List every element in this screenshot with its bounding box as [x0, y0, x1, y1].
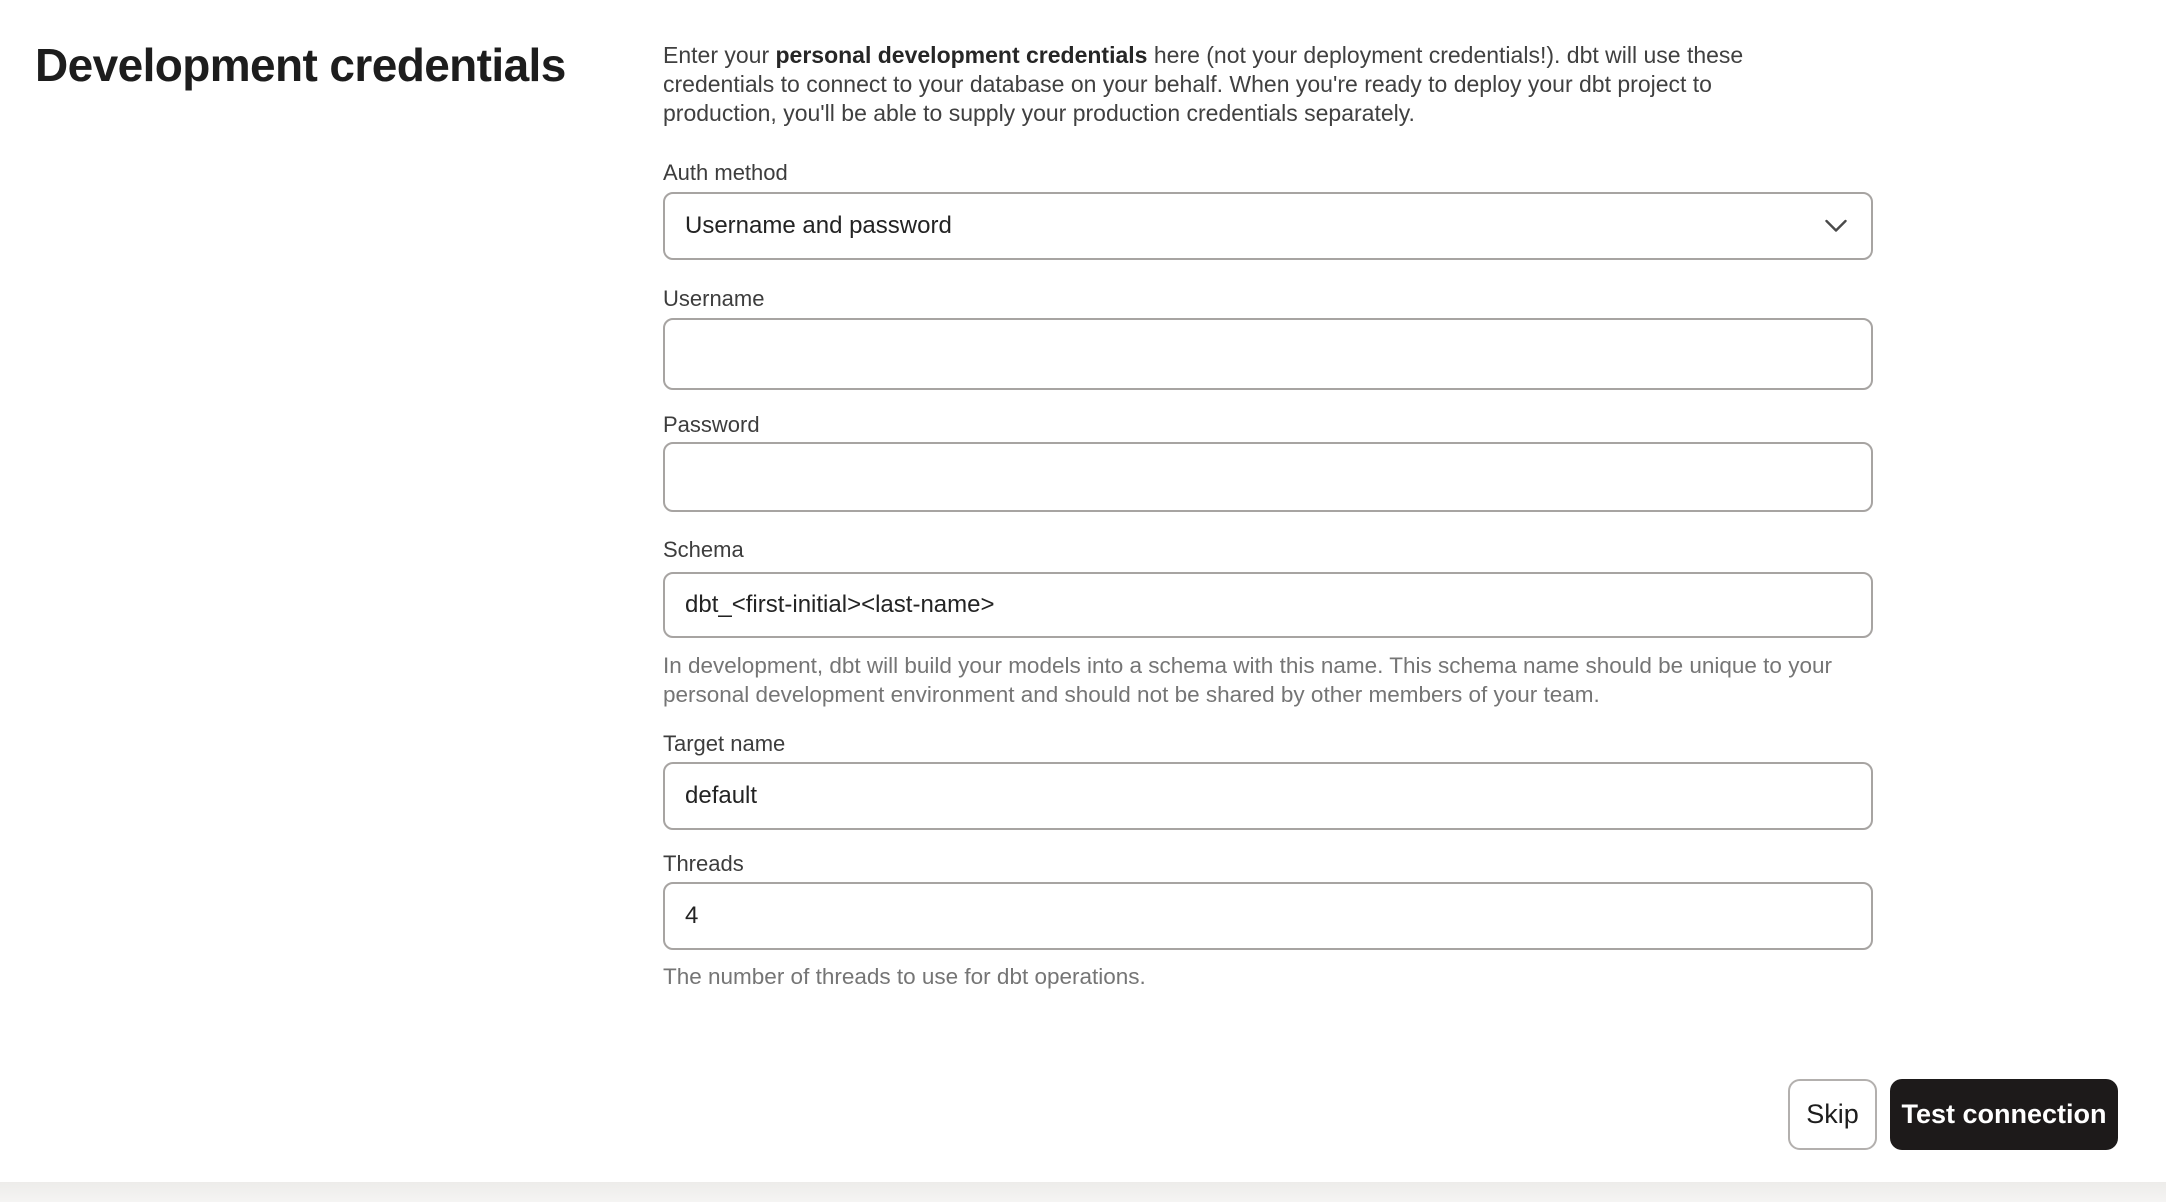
intro-line-3: production, you'll be able to supply your production credentials separately.: [663, 100, 1415, 126]
intro-bold-phrase: personal development credentials: [775, 42, 1148, 68]
username-input[interactable]: [663, 318, 1873, 390]
auth-method-selected-value: Username and password: [685, 212, 952, 239]
schema-input[interactable]: [663, 572, 1873, 638]
intro-line-1: Enter your personal development credentials here (not your deployment credentials!). dbt will use these: [663, 42, 1744, 68]
threads-input[interactable]: [663, 882, 1873, 950]
schema-helper-text: In development, dbt will build your models into a schema with this name. This schema name should be unique to your personal development environment and should not be shared by other members of your team.: [663, 653, 1832, 707]
password-input[interactable]: [663, 442, 1873, 512]
target-name-label: Target name: [663, 731, 786, 756]
page-title: Development credentials: [35, 39, 566, 91]
threads-label: Threads: [663, 851, 744, 876]
intro-line-2: credentials to connect to your database on your behalf. When you're ready to deploy your dbt project to: [663, 71, 1712, 97]
auth-method-label: Auth method: [663, 160, 788, 185]
threads-helper-text: The number of threads to use for dbt operations.: [663, 964, 1146, 989]
auth-method-select[interactable]: [663, 192, 1873, 260]
test-connection-button[interactable]: Test connection: [1890, 1079, 2118, 1150]
password-label: Password: [663, 412, 760, 437]
page-bottom-strip: [0, 1182, 2166, 1202]
schema-label: Schema: [663, 537, 744, 562]
intro-paragraph: [663, 41, 1888, 128]
target-name-input[interactable]: [663, 762, 1873, 830]
username-label: Username: [663, 286, 765, 311]
skip-button[interactable]: Skip: [1788, 1079, 1877, 1150]
chevron-down-icon: [1825, 220, 1847, 233]
